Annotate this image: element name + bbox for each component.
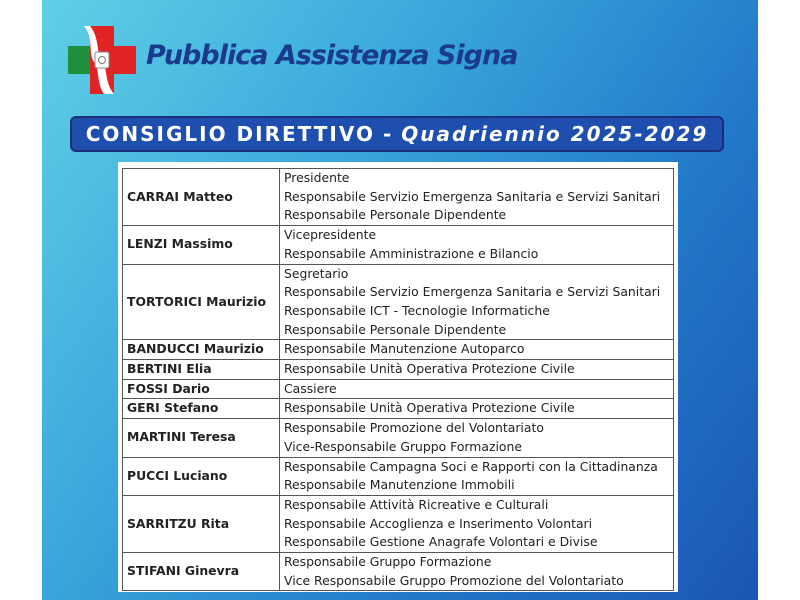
member-roles xyxy=(280,264,674,340)
member-roles xyxy=(280,169,674,226)
member-role: Responsabile Manutenzione Immobili xyxy=(284,477,515,493)
poster xyxy=(42,0,758,600)
member-roles xyxy=(280,360,674,380)
member-role: Cassiere xyxy=(284,380,337,396)
table-row xyxy=(123,169,674,226)
member-roles xyxy=(280,340,674,360)
member-role: Vice-Responsabile Gruppo Formazione xyxy=(284,438,522,454)
council-table xyxy=(122,168,674,591)
member-role: Vicepresidente xyxy=(284,227,377,243)
member-name: TORTORICI Maurizio xyxy=(123,264,280,340)
member-name: GERI Stefano xyxy=(123,399,280,419)
table-row xyxy=(123,226,674,264)
table-row xyxy=(123,264,674,340)
member-roles xyxy=(280,226,674,264)
member-role: Responsabile Accoglienza e Inserimento Volontari xyxy=(284,515,593,531)
table-row xyxy=(123,419,674,457)
title-period: Quadriennio 2025-2029 xyxy=(401,122,709,146)
member-role: Responsabile Gestione Anagrafe Volontari e Divise xyxy=(284,534,598,550)
org-name: Pubblica Assistenza Signa xyxy=(146,40,518,71)
table-row xyxy=(123,399,674,419)
member-role: Responsabile Campagna Soci e Rapporti con la Cittadinanza xyxy=(284,458,658,474)
member-role: Responsabile Personale Dipendente xyxy=(284,207,507,223)
member-role: Responsabile Manutenzione Autoparco xyxy=(284,341,525,357)
member-name: FOSSI Dario xyxy=(123,379,280,399)
member-role: Responsabile Amministrazione e Bilancio xyxy=(284,245,539,261)
member-name: LENZI Massimo xyxy=(123,226,280,264)
member-role: Responsabile Gruppo Formazione xyxy=(284,554,492,570)
member-roles xyxy=(280,399,674,419)
member-name: SARRITZU Rita xyxy=(123,495,280,552)
member-role: Vice Responsabile Gruppo Promozione del Volontariato xyxy=(284,572,624,588)
member-name: MARTINI Teresa xyxy=(123,419,280,457)
table-row xyxy=(123,360,674,380)
member-name: BERTINI Elia xyxy=(123,360,280,380)
title-main: CONSIGLIO DIRETTIVO xyxy=(85,122,375,146)
member-name: BANDUCCI Maurizio xyxy=(123,340,280,360)
table-row xyxy=(123,495,674,552)
member-roles xyxy=(280,553,674,591)
member-role: Responsabile Promozione del Volontariato xyxy=(284,420,544,436)
table-row xyxy=(123,379,674,399)
member-role: Responsabile Servizio Emergenza Sanitaria e Servizi Sanitari xyxy=(284,284,661,300)
member-roles xyxy=(280,457,674,495)
member-name: STIFANI Ginevra xyxy=(123,553,280,591)
cross-logo-icon xyxy=(66,24,138,96)
member-role: Responsabile Unità Operativa Protezione Civile xyxy=(284,400,575,416)
member-roles xyxy=(280,495,674,552)
member-role: Responsabile Attività Ricreative e Culturali xyxy=(284,496,549,512)
member-role: Presidente xyxy=(284,170,350,185)
title-separator: - xyxy=(382,122,394,146)
table-row xyxy=(123,553,674,591)
member-name: CARRAI Matteo xyxy=(123,169,280,226)
member-roles xyxy=(280,419,674,457)
council-table-container xyxy=(118,162,678,592)
member-roles xyxy=(280,379,674,399)
member-role: Responsabile Servizio Emergenza Sanitaria e Servizi Sanitari xyxy=(284,188,661,204)
member-role: Segretario xyxy=(284,265,349,281)
table-row xyxy=(123,340,674,360)
member-role: Responsabile ICT - Tecnologie Informatiche xyxy=(284,302,550,318)
table-row xyxy=(123,457,674,495)
member-role: Responsabile Unità Operativa Protezione Civile xyxy=(284,361,575,377)
member-name: PUCCI Luciano xyxy=(123,457,280,495)
member-role: Responsabile Personale Dipendente xyxy=(284,321,507,337)
title-banner xyxy=(70,116,724,152)
